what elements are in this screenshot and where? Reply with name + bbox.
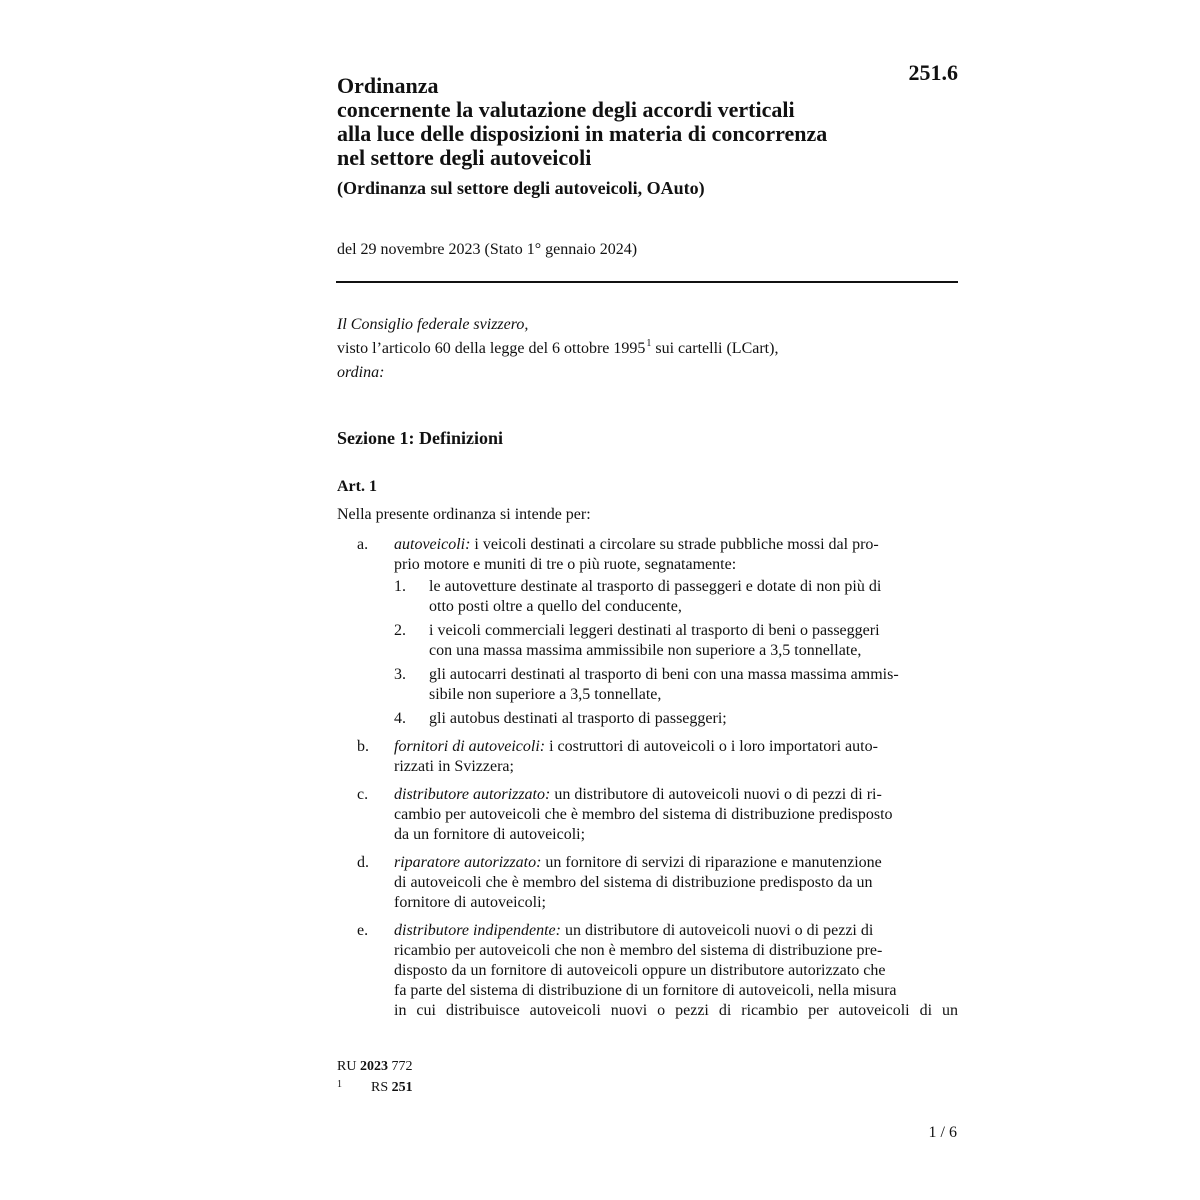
subitem-line: gli autocarri destinati al trasporto di beni con una massa massima ammis-: [429, 666, 899, 683]
defined-term: autoveicoli:: [394, 536, 471, 553]
sr-number: 251.6: [908, 60, 958, 85]
item-letter: e.: [357, 922, 369, 939]
subitem-line: i veicoli commerciali leggeri destinati al trasporto di beni o passeggeri: [429, 622, 880, 639]
ru-prefix: RU: [337, 1059, 360, 1074]
item-line: rizzati in Svizzera;: [394, 758, 514, 775]
date-line: del 29 novembre 2023 (Stato 1° gennaio 2024): [337, 241, 638, 258]
legal-basis-text: visto l’articolo 60 della legge del 6 ottobre 1995: [337, 340, 646, 357]
title-line: concernente la valutazione degli accordi verticali: [337, 97, 795, 122]
ordinance-title: [337, 74, 937, 170]
subitem-line: gli autobus destinati al trasporto di passeggeri;: [429, 710, 727, 727]
definition-item-b: [337, 737, 958, 777]
item-line: [394, 785, 958, 805]
item-line: ricambio per autoveicoli che non è membro del sistema di distribuzione pre-: [394, 942, 883, 959]
item-line: fa parte del sistema di distribuzione di un fornitore di autoveicoli, nella misura: [394, 982, 897, 999]
subitem-line: sibile non superiore a 3,5 tonnellate,: [429, 686, 662, 703]
subitem-2: [394, 621, 958, 661]
definition-item-d: [337, 853, 958, 913]
item-line: disposto da un fornitore di autoveicoli oppure un distributore autorizzato che: [394, 962, 886, 979]
item-body: [394, 853, 958, 913]
footnote-prefix: RS: [371, 1080, 392, 1095]
title-line: nel settore degli autoveicoli: [337, 145, 592, 170]
footnote-mark: 1: [337, 1079, 342, 1090]
article-heading: Art. 1: [337, 478, 377, 495]
subitem-3: [394, 665, 958, 705]
item-line: prio motore e muniti di tre o più ruote, segnatamente:: [394, 556, 737, 573]
item-body: [394, 785, 958, 845]
title-divider: [336, 281, 958, 283]
item-body: [394, 737, 958, 777]
item-line: fornitore di autoveicoli;: [394, 894, 546, 911]
definition-list: [337, 535, 958, 1029]
title-line: alla luce delle disposizioni in materia di concorrenza: [337, 121, 828, 146]
preamble-authority: Il Consiglio federale svizzero,: [337, 316, 529, 333]
item-line: [394, 535, 958, 555]
item-body: [394, 921, 958, 1021]
preamble-enactment: ordina:: [337, 364, 385, 381]
footnote-1: [337, 1080, 413, 1096]
subitem-number: 1.: [394, 578, 406, 595]
definition-item-e: [337, 921, 958, 1021]
definition-text: un distributore di autoveicoli nuovi o di pezzi di: [560, 922, 874, 939]
preamble: [337, 313, 958, 385]
definition-text: un distributore di autoveicoli nuovi o di pezzi di ri-: [550, 786, 882, 803]
definition-text: i costruttori di autoveicoli o i loro importatori auto-: [545, 738, 878, 755]
defined-term: distributore autorizzato:: [394, 786, 551, 803]
defined-term: fornitori di autoveicoli:: [394, 738, 546, 755]
subitem-line: otto posti oltre a quello del conducente,: [429, 598, 682, 615]
defined-term: riparatore autorizzato:: [394, 854, 542, 871]
subitem-1: [394, 577, 958, 617]
legal-basis-text-end: sui cartelli (LCart),: [651, 340, 779, 357]
definition-item-a: [337, 535, 958, 729]
footnote-reference[interactable]: 1: [646, 338, 652, 349]
item-letter: c.: [357, 786, 369, 803]
item-letter: b.: [357, 738, 369, 755]
preamble-legal-basis: [337, 337, 958, 361]
item-line: da un fornitore di autoveicoli;: [394, 826, 586, 843]
article-intro: Nella presente ordinanza si intende per:: [337, 506, 591, 523]
item-letter: a.: [357, 536, 369, 553]
subitem-body: [429, 621, 958, 661]
ru-year: 2023: [359, 1059, 388, 1074]
section-heading: Sezione 1: Definizioni: [337, 428, 503, 448]
item-line: cambio per autoveicoli che è membro del sistema di distribuzione predisposto: [394, 806, 893, 823]
subitem-number: 3.: [394, 666, 406, 683]
subitem-number: 4.: [394, 710, 406, 727]
subitem-number: 2.: [394, 622, 406, 639]
item-line: [394, 921, 958, 941]
title-line: Ordinanza: [337, 73, 439, 98]
subitem-body: [429, 709, 958, 729]
subitem-body: [429, 665, 958, 705]
item-body: [394, 535, 958, 575]
page-number: 1 / 6: [928, 1124, 957, 1141]
defined-term: distributore indipendente:: [394, 922, 561, 939]
footnote-number: 251: [391, 1080, 413, 1095]
item-line: in cui distribuisce autoveicoli nuovi o pezzi di ricambio per autoveicoli di un: [394, 1002, 958, 1019]
subitem-4: [394, 709, 958, 729]
item-line: [394, 737, 958, 757]
short-title: (Ordinanza sul settore degli autoveicoli, OAuto): [337, 178, 705, 198]
item-line: [394, 853, 958, 873]
subitem-body: [429, 577, 958, 617]
item-line: di autoveicoli che è membro del sistema di distribuzione predisposto da un: [394, 874, 873, 891]
ru-page: 772: [387, 1059, 413, 1074]
definition-text: i veicoli destinati a circolare su strade pubbliche mossi dal pro-: [470, 536, 879, 553]
subitem-line: con una massa massima ammissibile non superiore a 3,5 tonnellate,: [429, 642, 862, 659]
definition-text: un fornitore di servizi di riparazione e manutenzione: [541, 854, 882, 871]
definition-item-c: [337, 785, 958, 845]
official-compilation-reference: [337, 1059, 412, 1075]
item-letter: d.: [357, 854, 369, 871]
subitem-line: le autovetture destinate al trasporto di passeggeri e dotate di non più di: [429, 578, 882, 595]
